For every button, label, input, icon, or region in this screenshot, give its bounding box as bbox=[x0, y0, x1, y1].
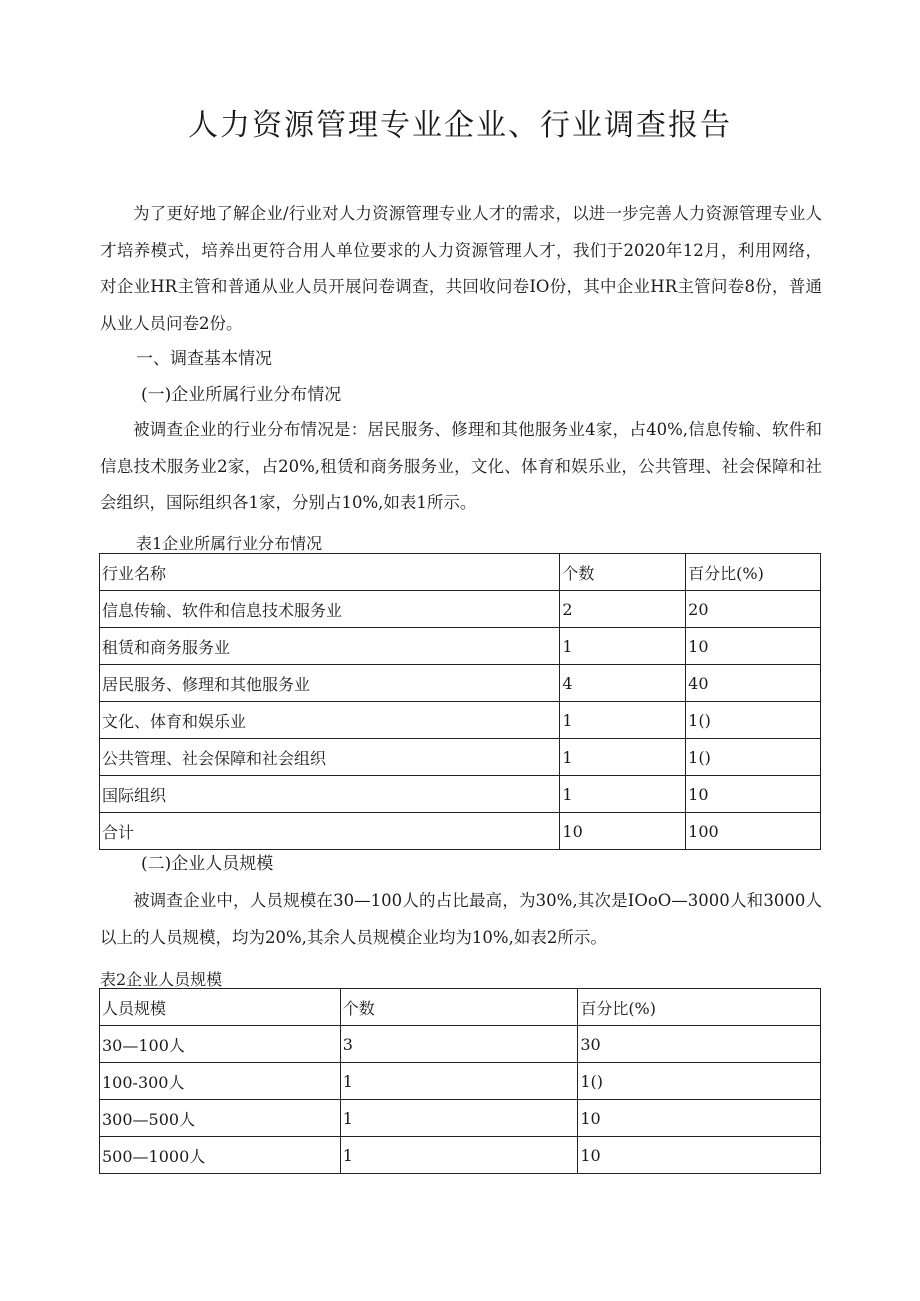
table-header-cell: 个数 bbox=[560, 554, 686, 591]
table-cell: 1() bbox=[578, 1063, 821, 1100]
table-row bbox=[100, 1137, 821, 1174]
staff-size-table bbox=[99, 988, 821, 1174]
table-row bbox=[100, 591, 821, 628]
table-header-row bbox=[100, 989, 821, 1026]
industry-table bbox=[99, 553, 821, 850]
table-cell: 1 bbox=[340, 1100, 578, 1137]
table-cell: 500—1000人 bbox=[100, 1137, 341, 1174]
table-cell: 1 bbox=[560, 702, 686, 739]
table-cell: 100-300人 bbox=[100, 1063, 341, 1100]
table-row bbox=[100, 776, 821, 813]
table-header-cell: 行业名称 bbox=[100, 554, 560, 591]
table-row bbox=[100, 702, 821, 739]
table-cell: 1 bbox=[340, 1137, 578, 1174]
table-row bbox=[100, 1063, 821, 1100]
table-cell: 租赁和商务服务业 bbox=[100, 628, 560, 665]
table-cell: 居民服务、修理和其他服务业 bbox=[100, 665, 560, 702]
table-cell: 100 bbox=[686, 813, 821, 850]
table-cell: 合计 bbox=[100, 813, 560, 850]
table-cell: 1 bbox=[560, 628, 686, 665]
table-cell: 1 bbox=[560, 776, 686, 813]
table-cell: 2 bbox=[560, 591, 686, 628]
table-cell: 公共管理、社会保障和社会组织 bbox=[100, 739, 560, 776]
table-cell: 10 bbox=[686, 628, 821, 665]
table-cell: 1 bbox=[560, 739, 686, 776]
subsection-heading-staff-size: (二)企业人员规模 bbox=[141, 854, 274, 874]
table-cell: 1 bbox=[340, 1063, 578, 1100]
table-cell: 10 bbox=[578, 1100, 821, 1137]
table1-caption: 表1企业所属行业分布情况 bbox=[136, 534, 323, 553]
table-row bbox=[100, 739, 821, 776]
table-header-cell: 百分比(%) bbox=[578, 989, 821, 1026]
page-title: 人力资源管理专业企业、行业调查报告 bbox=[188, 108, 732, 143]
table-header-row bbox=[100, 554, 821, 591]
table-header-cell: 人员规模 bbox=[100, 989, 341, 1026]
table-cell: 1() bbox=[686, 739, 821, 776]
table-cell: 300—500人 bbox=[100, 1100, 341, 1137]
staff-size-paragraph: 被调查企业中，人员规模在30—100人的占比最高，为30%,其次是IOoO—3000人和3000人以上的人员规模，均为20%,其余人员规模企业均为10%,如表2所示。 bbox=[100, 891, 822, 947]
table-cell: 国际组织 bbox=[100, 776, 560, 813]
table-row bbox=[100, 1026, 821, 1063]
table-cell: 30 bbox=[578, 1026, 821, 1063]
table-header-cell: 百分比(%) bbox=[686, 554, 821, 591]
table-cell: 30—100人 bbox=[100, 1026, 341, 1063]
table-cell: 文化、体育和娱乐业 bbox=[100, 702, 560, 739]
industry-paragraph: 被调查企业的行业分布情况是：居民服务、修理和其他服务业4家，占40%,信息传输、软件和信息技术服务业2家，占20%,租赁和商务服务业，文化、体育和娱乐业，公共管理、社会保障和社会组织，国际组织各1家，分别占10%,如表1所示。 bbox=[100, 420, 822, 512]
table-cell: 20 bbox=[686, 591, 821, 628]
table-cell: 1() bbox=[686, 702, 821, 739]
table-cell: 3 bbox=[340, 1026, 578, 1063]
table-row bbox=[100, 1100, 821, 1137]
table-row bbox=[100, 628, 821, 665]
table-cell: 40 bbox=[686, 665, 821, 702]
table-row bbox=[100, 665, 821, 702]
table-cell: 4 bbox=[560, 665, 686, 702]
table2-caption: 表2企业人员规模 bbox=[100, 970, 223, 989]
section-heading-basic-info: 一、调查基本情况 bbox=[136, 349, 272, 369]
table-cell: 10 bbox=[686, 776, 821, 813]
intro-paragraph: 为了更好地了解企业/行业对人力资源管理专业人才的需求，以进一步完善人力资源管理专业人才培养模式，培养出更符合用人单位要求的人力资源管理人才，我们于2020年12月，利用网络，对企业HR主管和普通从业人员开展问卷调查，共回收问卷IO份，其中企业HR主管问卷8份，普通从业人员问卷2份。 bbox=[100, 204, 822, 333]
table-cell: 10 bbox=[560, 813, 686, 850]
subsection-heading-industry: (一)企业所属行业分布情况 bbox=[141, 385, 342, 405]
table-cell: 信息传输、软件和信息技术服务业 bbox=[100, 591, 560, 628]
table-header-cell: 个数 bbox=[340, 989, 578, 1026]
table-total-row bbox=[100, 813, 821, 850]
table-cell: 10 bbox=[578, 1137, 821, 1174]
